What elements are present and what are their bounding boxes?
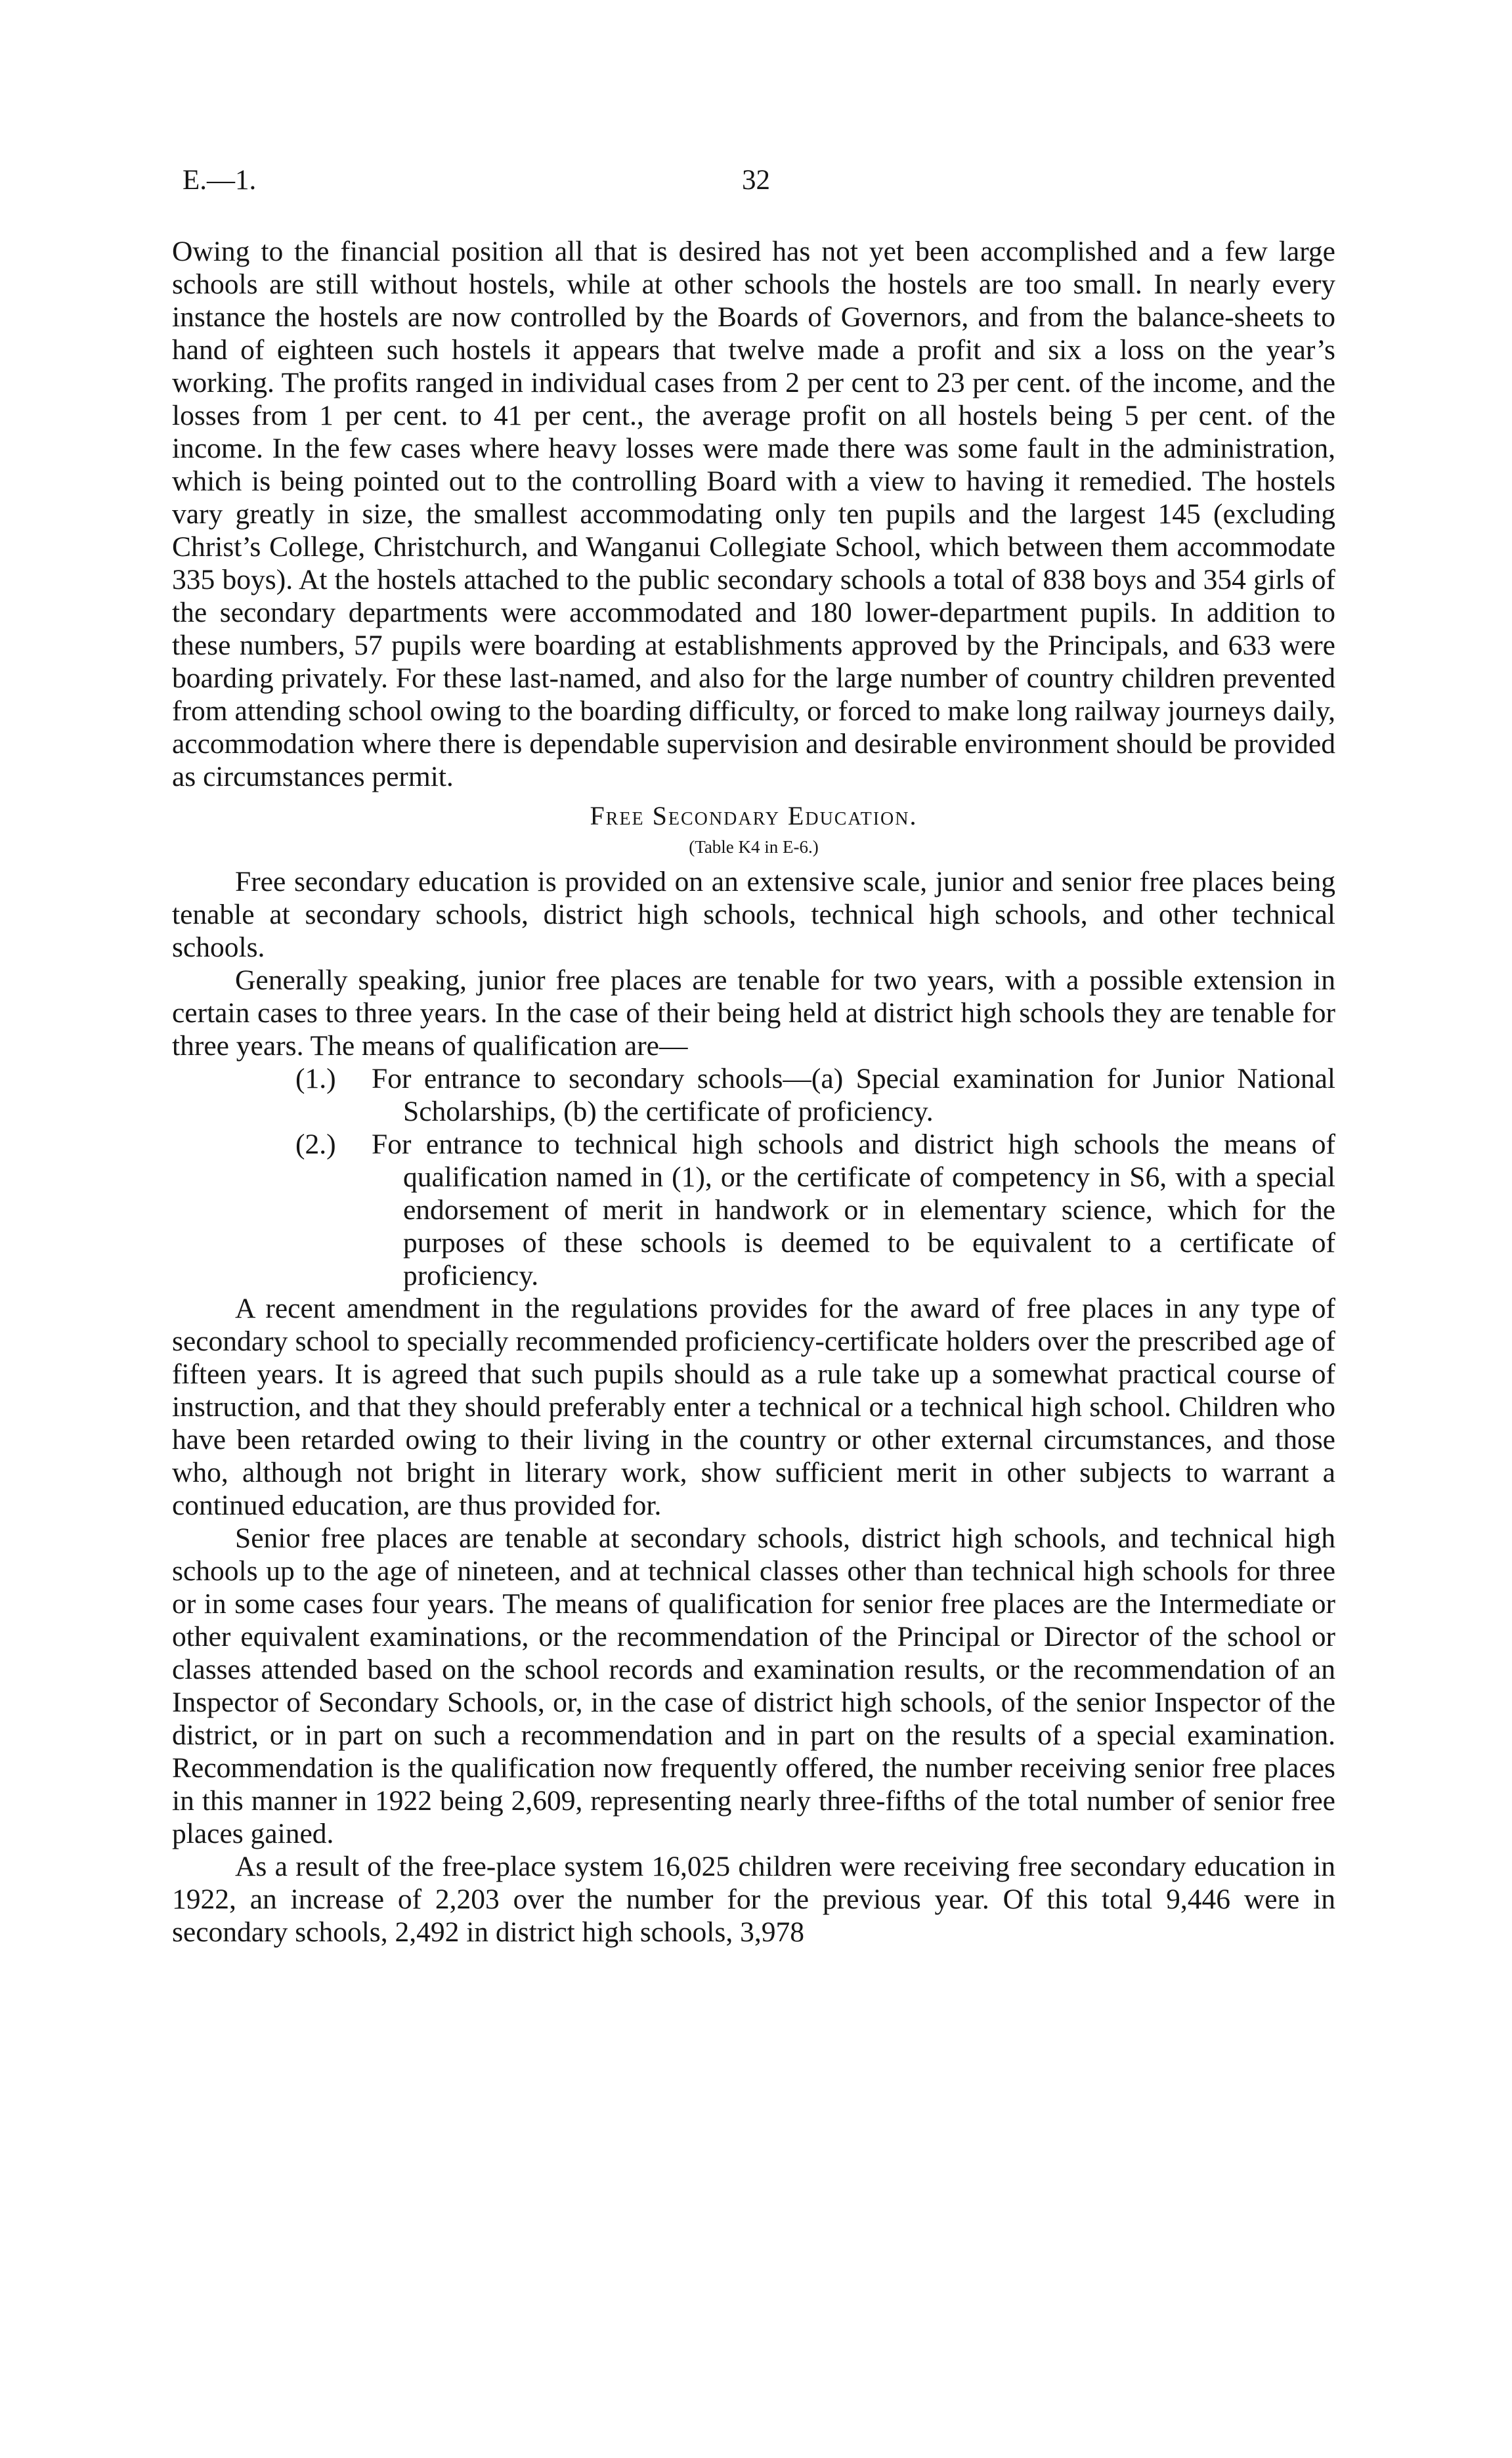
paragraph-hostels: Owing to the financial position all that is desired has not yet been accomplished and a few large schools are still without hostels, while at other schools the hostels are too small. In nearly every instance the hostels are now controlled by the Boards of Governors, and from the balance-sheets to hand of eighteen such hostels it appears that twelve made a profit and six a loss on the year’s working. The profits ranged in individual cases from 2 per cent to 23 per cent. of the income, and the losses from 1 per cent. to 41 per cent., the average profit on all hostels being 5 per cent. of the income. In the few cases where heavy losses were made there was some fault in the administration, which is being pointed out to the controlling Board with a view to having it remedied. The hostels vary greatly in size, the smallest accommodating only ten pupils and the largest 145 (excluding Christ’s College, Christchurch, and Wanganui Collegiate School, which between them accommodate 335 boys). At the hostels attached to the public secondary schools a total of 838 boys and 354 girls of the secondary departments were accommodated and 180 lower-department pupils. In addition to these numbers, 57 pupils were boarding at establishments approved by the Principals, and 633 were boarding privately. For these last-named, and also for the large number of country children prevented from attending school owing to the boarding difficulty, or forced to make long railway journeys daily, accommodation where there is dependable supervision and desirable environment should be provided as circumstances permit. bbox=[172, 236, 1335, 792]
paragraph-junior-free-places: Generally speaking, junior free places are tenable for two years, with a possible extension in certain cases to three years. In the case of their being held at district high schools they are tenable for three years. The means of qualification are— bbox=[172, 964, 1335, 1062]
paragraph-free-secondary: Free secondary education is provided on an extensive scale, junior and senior free places being tenable at secondary schools, district high schools, technical high schools, and other technical schools. bbox=[172, 866, 1335, 963]
paragraph-amendment: A recent amendment in the regulations provides for the award of free places in any type of secondary school to specially recommended proficiency-certificate holders over the prescribed age of fifteen years. It is agreed that such pupils should as a rule take up a somewhat practical course of instruction, and that they should preferably enter a technical or a technical high school. Children who have been retarded owing to their living in the country or other external circumstances, and those who, although not bright in literary work, show sufficient merit in other subjects to warrant a continued education, are thus provided for. bbox=[172, 1293, 1335, 1521]
page-number: 32 bbox=[742, 165, 770, 196]
list-item-text: For entrance to technical high schools and district high schools the means of qualification named in (1), or the certificate of competency in S6, with a special endorsement of merit in handwork or in elementary science, which for the purposes of these schools is deemed to be equivalent to a certificate of proficiency. bbox=[372, 1129, 1335, 1291]
list-item-number: (1.) bbox=[295, 1063, 336, 1094]
list-item bbox=[172, 1062, 1335, 1128]
document-reference: E.—1. bbox=[183, 165, 257, 196]
section-title: Free Secondary Education. bbox=[590, 801, 918, 830]
body-text bbox=[172, 235, 1335, 1949]
paragraph-free-place-results: As a result of the free-place system 16,025 children were receiving free secondary education in 1922, an increase of 2,203 over the number for the previous year. Of this total 9,446 were in secondary schools, 2,492 in district high schools, 3,978 bbox=[172, 1851, 1335, 1948]
page-header bbox=[183, 164, 1331, 204]
list-item-number: (2.) bbox=[295, 1129, 336, 1160]
list-item bbox=[172, 1128, 1335, 1292]
paragraph-senior-free-places: Senior free places are tenable at secondary schools, district high schools, and technical high schools up to the age of nineteen, and at technical classes other than technical high schools for three or in some cases four years. The means of qualification for senior free places are the Intermediate or other equivalent examinations, or the recommendation of the Principal or Director of the school or classes attended based on the school records and examination results, or the recommendation of an Inspector of Secondary Schools, or, in the case of district high schools, of the senior Inspector of the district, or in part on such a recommendation and in part on the results of a special examination. Recommendation is the qualification now frequently offered, the number receiving senior free places in this manner in 1922 being 2,609, representing nearly three-fifths of the total number of senior free places gained. bbox=[172, 1522, 1335, 1849]
section-subtitle: (Table K4 in E-6.) bbox=[689, 837, 819, 857]
list-item-text: For entrance to secondary schools—(a) Special examination for Junior National Scholarships, (b) the certificate of proficiency. bbox=[372, 1063, 1335, 1127]
